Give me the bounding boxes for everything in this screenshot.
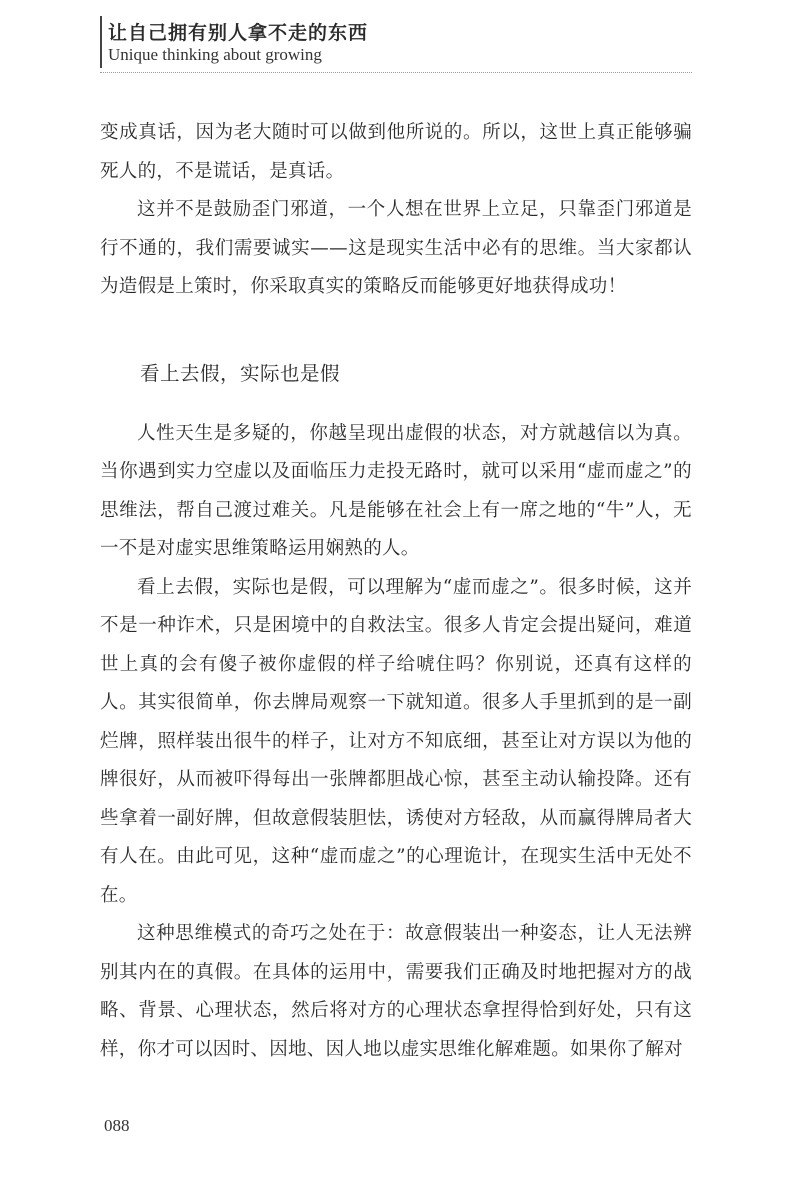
page-number: 088 [104,1116,130,1135]
paragraph: 这并不是鼓励歪门邪道，一个人想在世界上立足，只靠歪门邪道是行不通的，我们需要诚实——这是现实生活中必有的思维。当大家都认为造假是上策时，你采取真实的策略反而能够更好地获得成功！ [100,199,692,297]
section-heading: 看上去假，实际也是假 [140,361,341,385]
running-header [100,12,692,72]
page-body [100,114,692,1069]
paragraph: 这种思维模式的奇巧之处在于：故意假装出一种姿态，让人无法辨别其内在的真假。在具体的运用中，需要我们正确及时地把握对方的战略、背景、心理状态，然后将对方的心理状态拿捏得恰到好处，只有这样，你才可以因时、因地、因人地以虚实思维化解难题。如果你了解对 [100,923,692,1060]
book-subtitle: Unique thinking about growing [108,45,322,64]
header-dotted-rule [100,72,692,73]
paragraph-continued: 变成真话，因为老大随时可以做到他所说的。所以，这世上真正能够骗死人的，不是谎话，是真话。 [100,122,692,182]
paragraph: 看上去假，实际也是假，可以理解为“虚而虚之”。很多时候，这并不是一种诈术，只是困境中的自救法宝。很多人肯定会提出疑问，难道世上真的会有傻子被你虚假的样子给唬住吗？你别说，还真有这样的人。其实很简单，你去牌局观察一下就知道。很多人手里抓到的是一副烂牌，照样装出很牛的样子，让对方不知底细，甚至让对方误以为他的牌很好，从而被吓得每出一张牌都胆战心惊，甚至主动认输投降。还有些拿着一副好牌，但故意假装胆怯，诱使对方轻敌，从而赢得牌局者大有人在。由此可见，这种“虚而虚之”的心理诡计，在现实生活中无处不在。 [100,576,692,906]
header-vertical-bar [100,16,102,68]
book-title: 让自己拥有别人拿不走的东西 [108,22,369,44]
paragraph: 人性天生是多疑的，你越呈现出虚假的状态，对方就越信以为真。当你遇到实力空虚以及面临压力走投无路时，就可以采用“虚而虚之”的思维法，帮自己渡过难关。凡是能够在社会上有一席之地的“牛”人，无一不是对虚实思维策略运用娴熟的人。 [100,422,692,559]
